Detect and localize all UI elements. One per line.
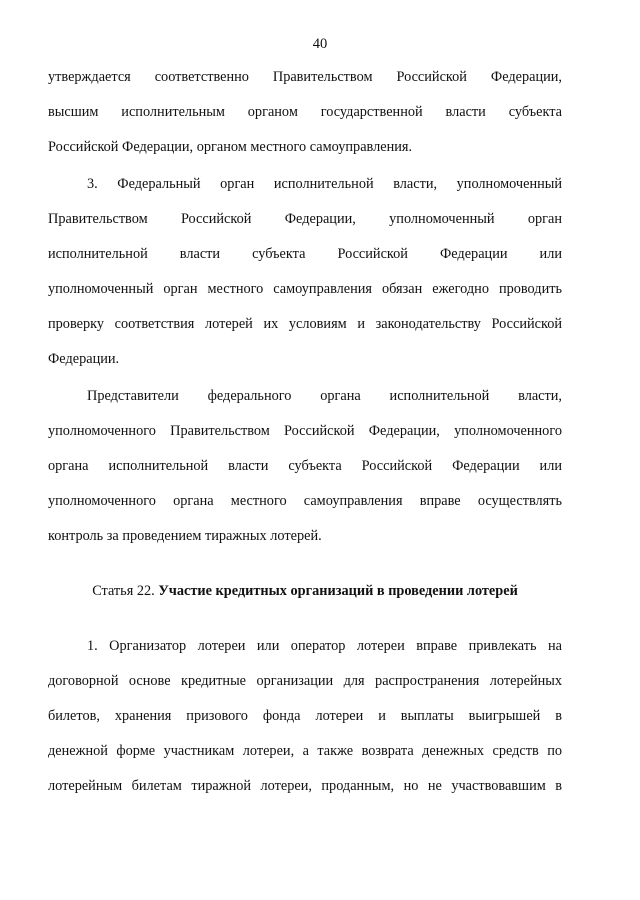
text-line: исполнительной власти субъекта Российской Федерации или (48, 246, 562, 262)
text-line: Федерации. (48, 351, 120, 367)
text-line: уполномоченный орган местного самоуправления обязан ежегодно проводить (48, 281, 562, 297)
text-line: утверждается соответственно Правительством Российской Федерации, (48, 69, 562, 85)
article-title: Участие кредитных организаций в проведении лотерей (158, 583, 518, 599)
paragraph-3 (48, 167, 562, 377)
text-line: денежной форме участникам лотереи, а также возврата денежных средств по (48, 743, 562, 759)
text-line: органа исполнительной власти субъекта Российской Федерации или (48, 458, 562, 474)
text-line: 3. Федеральный орган исполнительной власти, уполномоченный (87, 176, 562, 192)
text-line: контроль за проведением тиражных лотерей. (48, 528, 322, 544)
page-number: 40 (312, 36, 328, 52)
text-line: уполномоченного Правительством Российской Федерации, уполномоченного (48, 423, 562, 439)
text-line: билетов, хранения призового фонда лотереи и выплаты выигрышей в (48, 708, 562, 724)
text-line: высшим исполнительным органом государственной власти субъекта (48, 104, 562, 120)
text-line: договорной основе кредитные организации для распространения лотерейных (48, 673, 562, 689)
text-line: уполномоченного органа местного самоуправления вправе осуществлять (48, 493, 562, 509)
text-line: Представители федерального органа исполнительной власти, (87, 388, 562, 404)
paragraph-continuation (48, 60, 562, 165)
paragraph-article-22-1 (48, 629, 562, 804)
article-number: Статья 22. (92, 583, 155, 599)
article-heading (48, 574, 562, 609)
text-line: проверку соответствия лотерей их условиям и законодательству Российской (48, 316, 562, 332)
text-line: 1. Организатор лотереи или оператор лотереи вправе привлекать на (87, 638, 562, 654)
text-line: лотерейным билетам тиражной лотереи, проданным, но не участвовавшим в (48, 778, 562, 794)
text-line: Российской Федерации, органом местного самоуправления. (48, 139, 413, 155)
document-body (48, 60, 562, 804)
paragraph-representatives (48, 379, 562, 554)
text-line: Правительством Российской Федерации, уполномоченный орган (48, 211, 562, 227)
